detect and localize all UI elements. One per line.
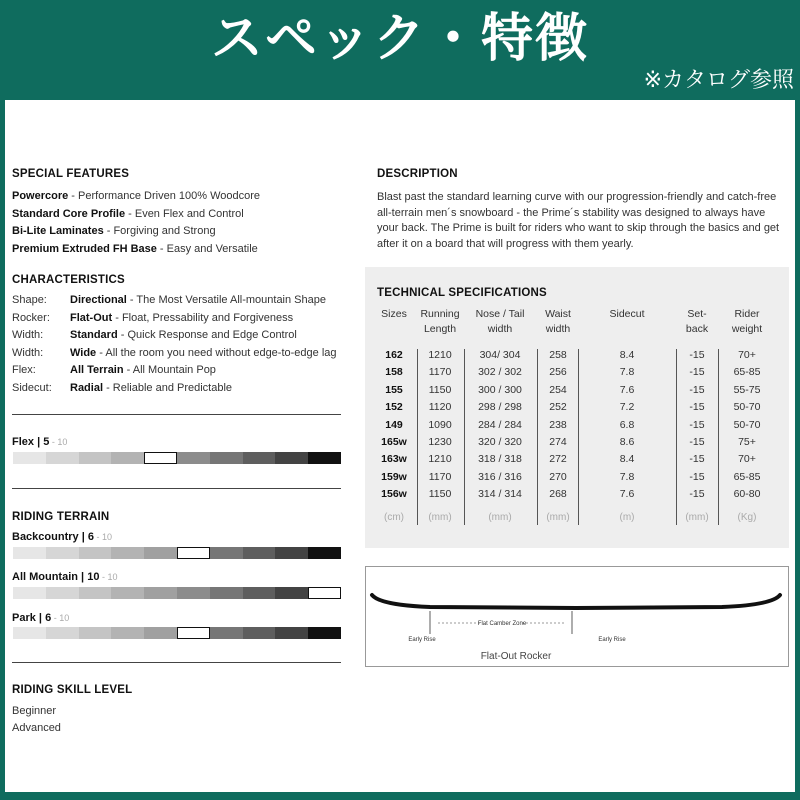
- spec-cell: 268: [549, 488, 567, 501]
- riding-skill-heading: RIDING SKILL LEVEL: [12, 684, 133, 696]
- spec-cell: 1150: [428, 383, 452, 396]
- scale-segment: [79, 547, 112, 559]
- spec-cell: -15: [689, 366, 705, 379]
- scale-segment: [210, 452, 243, 464]
- scale-segment: [13, 587, 46, 599]
- all-mountain-scale: [13, 587, 341, 599]
- spec-cell: 1170: [428, 470, 452, 483]
- column-header: Waist width: [545, 308, 571, 335]
- spec-cell: 258: [549, 349, 567, 361]
- column-header: Rider weight: [731, 308, 763, 335]
- scale-segment: [243, 452, 276, 464]
- scale-segment: [111, 452, 144, 464]
- scale-segment: [210, 547, 243, 559]
- spec-cell: -15: [689, 436, 705, 448]
- size-cell: 152: [385, 401, 403, 414]
- characteristics-heading: CHARACTERISTICS: [12, 274, 125, 286]
- spec-cell: 314 / 314: [478, 488, 522, 501]
- scale-segment: [46, 627, 79, 639]
- spec-cell: 274: [549, 436, 567, 448]
- size-cell: 162: [385, 349, 403, 361]
- spec-cell: 1150: [428, 488, 452, 501]
- column-separator: [417, 349, 418, 525]
- scale-segment: [177, 587, 210, 599]
- column-unit: (cm): [384, 512, 404, 523]
- column-separator: [537, 349, 538, 525]
- column-header: Sizes: [381, 308, 407, 320]
- spec-cell: 1210: [428, 453, 452, 466]
- scale-segment: [111, 627, 144, 639]
- column-header: Sidecut: [609, 308, 645, 320]
- spec-cell: 70+: [738, 453, 756, 466]
- section-divider: [12, 662, 341, 663]
- spec-cell: 318 / 318: [478, 453, 522, 466]
- scale-segment: [210, 627, 243, 639]
- spec-cell: 55-75: [733, 383, 761, 396]
- flex-scale: [13, 452, 341, 464]
- size-cell: 165w: [381, 436, 407, 448]
- column-header: Nose / Tail width: [475, 308, 525, 335]
- spec-cell: 50-70: [733, 401, 761, 414]
- spec-cell: 7.6: [619, 488, 635, 501]
- column-unit: (mm): [685, 512, 709, 523]
- spec-cell: -15: [689, 401, 705, 414]
- spec-cell: 272: [549, 453, 567, 466]
- size-cell: 163w: [381, 453, 407, 466]
- spec-cell: 304/ 304: [479, 349, 521, 361]
- column-separator: [578, 349, 579, 525]
- spec-cell: 252: [549, 401, 567, 414]
- description-text: Blast past the standard learning curve with our progression-friendly and catch-free all-terrain men´s snowboard - the Prime´s stability was designed to always have your back. The Prime is built for riders who want to skip through the basics and get after it on a board that will progress with them yearly.: [377, 191, 780, 250]
- spec-cell: 6.8: [619, 418, 635, 431]
- scale-segment: [13, 627, 46, 639]
- spec-cell: 60-80: [733, 488, 761, 501]
- rocker-profile-svg: [366, 567, 788, 666]
- column-header: Running Length: [420, 308, 460, 335]
- feature-item: Standard Core Profile - Even Flex and Control: [12, 207, 244, 220]
- scale-segment: [210, 587, 243, 599]
- description-heading: DESCRIPTION: [377, 168, 458, 180]
- scale-segment: [243, 627, 276, 639]
- size-cell: 156w: [381, 488, 407, 501]
- scale-segment: [177, 452, 210, 464]
- feature-item: Bi-Lite Laminates - Forgiving and Strong: [12, 225, 216, 237]
- column-unit: (mm): [488, 512, 512, 523]
- skill-level-advanced: Advanced: [12, 722, 61, 734]
- riding-terrain-heading: RIDING TERRAIN: [12, 511, 110, 523]
- spec-cell: 238: [549, 418, 567, 431]
- spec-cell: 254: [549, 383, 567, 396]
- rocker-caption: Flat-Out Rocker: [480, 651, 552, 662]
- scale-segment: [308, 587, 341, 599]
- spec-cell: -15: [689, 383, 705, 396]
- scale-segment: [308, 627, 341, 639]
- spec-cell: 284 / 284: [478, 418, 522, 431]
- scale-segment: [144, 587, 177, 599]
- technical-specifications-heading: TECHNICAL SPECIFICATIONS: [377, 287, 547, 299]
- backcountry-scale: [13, 547, 341, 559]
- early-rise-left-label: Early Rise: [408, 637, 436, 643]
- scale-segment: [177, 627, 210, 639]
- rocker-profile-diagram: [365, 566, 789, 667]
- spec-cell: 8.4: [619, 349, 635, 361]
- spec-cell: 70+: [738, 349, 756, 361]
- spec-cell: 7.8: [619, 470, 635, 483]
- special-features-heading: SPECIAL FEATURES: [12, 168, 130, 180]
- catalog-reference-note: ※カタログ参照: [643, 68, 794, 93]
- column-unit: (m): [619, 512, 635, 523]
- board-profile-line: [372, 595, 780, 608]
- scale-segment: [243, 587, 276, 599]
- technical-specifications-table: [365, 267, 789, 548]
- spec-cell: 1170: [428, 366, 452, 379]
- scale-segment: [275, 452, 308, 464]
- column-header: Set- back: [685, 308, 709, 335]
- spec-cell: 302 / 302: [478, 366, 522, 379]
- size-cell: 159w: [381, 470, 407, 483]
- scale-segment: [13, 452, 46, 464]
- section-divider: [12, 414, 341, 415]
- scale-segment: [79, 587, 112, 599]
- feature-item: Powercore - Performance Driven 100% Woodcore: [12, 190, 261, 202]
- column-separator: [718, 349, 719, 525]
- spec-cell: 298 / 298: [478, 401, 522, 414]
- spec-cell: -15: [689, 470, 705, 483]
- scale-segment: [46, 547, 79, 559]
- spec-cell: 65-85: [733, 470, 761, 483]
- scale-segment: [275, 587, 308, 599]
- scale-segment: [308, 547, 341, 559]
- scale-segment: [308, 452, 341, 464]
- spec-cell: 7.8: [619, 366, 635, 379]
- size-cell: 149: [385, 418, 403, 431]
- spec-cell: 270: [549, 470, 567, 483]
- scale-segment: [144, 627, 177, 639]
- scale-segment: [13, 547, 46, 559]
- scale-segment: [144, 547, 177, 559]
- park-scale: [13, 627, 341, 639]
- spec-content: SPECIAL FEATURES Powercore - Performance Driven 100% Woodcore Standard Core Profile - Even Flex and Control Bi-Lite Laminates - Forgiving and Strong Premium Extruded FH Base - Easy and Versatile CHARACTERISTICS Shape: Directional - The Most Versatile All-mountain Shape Rocker: Flat-Out - Float, Pressability and Forgiveness Width: Standard - Quick Response and Edge Control Width: Wide - All the room you need without edge-to-edge lag Flex: All Terrain - All Mountain Pop Sidecut: Radial - Reliable and Predictable Flex | 5 - 10 RIDING TERRAIN Backcountry | 6 - 10 All Mountain | 10 - 10 Park | 6 - 10 RIDING SKILL LEVEL Beginner Advanced DESCRIPTION Blast past the standard learning curve with our progression-friendly and catch-free all-terrain men´s snowboard - the Prime´s stability was designed to always have your back. The Prime is built for riders who want to skip through the basics and get after it on a board that will progress with them yearly. TECHNICAL SPECIFICATIONS Sizes (cm) Running Length (mm) Nose / Tail width (mm) Waist width (mm) Sidecut (m) Set- back (mm) Rider weight (Kg) 162 1210 304/ 304 258 8.4 -15 70+ 158 1170 302 / 302 256 7.8 -15 65-85 155 1150 300 / 300 254 7.6 -15 55-75 152 1120 298 / 298 252 7.2 -15 50-70 149 1090 284 / 284 238 6.8 -15 50-70 165w 1230 320 / 320 274 8.6 -15 75+ 163w 1210 318 / 318 272 8.4 -15 70+ 159w 1170 316 / 316 270 7.8 -15 65-85 156w 1150 314 / 314 268 7.6 -15 60-80 Flat Camber Zone Early Rise Early Rise Flat-Out Rocker: [5, 100, 795, 792]
- scale-segment: [111, 587, 144, 599]
- spec-cell: 316 / 316: [478, 470, 522, 483]
- spec-cell: -15: [689, 418, 705, 431]
- feature-item: Premium Extruded FH Base - Easy and Versatile: [12, 242, 258, 255]
- scale-segment: [177, 547, 210, 559]
- flat-camber-zone-label: Flat Camber Zone: [477, 621, 527, 627]
- title-banner: [0, 0, 800, 100]
- column-unit: (Kg): [737, 512, 757, 523]
- spec-cell: -15: [689, 349, 705, 361]
- park-label: Park | 6 - 10: [12, 612, 70, 624]
- spec-cell: 256: [549, 366, 567, 379]
- page-title: スペック・特徴: [210, 9, 589, 69]
- size-cell: 155: [385, 383, 403, 396]
- spec-cell: 300 / 300: [478, 383, 522, 396]
- spec-cell: 7.6: [619, 383, 635, 396]
- scale-segment: [111, 547, 144, 559]
- size-cell: 158: [385, 366, 403, 379]
- spec-cell: 50-70: [733, 418, 761, 431]
- spec-cell: 8.4: [619, 453, 635, 466]
- spec-cell: 75+: [738, 436, 756, 448]
- spec-cell: 7.2: [619, 401, 635, 414]
- all-mountain-label: All Mountain | 10 - 10: [12, 571, 118, 583]
- skill-level-beginner: Beginner: [12, 705, 57, 717]
- spec-cell: -15: [689, 488, 705, 501]
- scale-segment: [144, 452, 177, 464]
- scale-segment: [46, 452, 79, 464]
- scale-segment: [243, 547, 276, 559]
- spec-cell: 1120: [428, 401, 452, 414]
- spec-cell: 320 / 320: [478, 436, 522, 448]
- column-separator: [464, 349, 465, 525]
- section-divider: [12, 488, 341, 489]
- column-unit: (mm): [428, 512, 452, 523]
- spec-cell: 65-85: [733, 366, 761, 379]
- spec-cell: 1230: [428, 436, 452, 448]
- scale-segment: [46, 587, 79, 599]
- flex-label: Flex | 5 - 10: [12, 436, 68, 448]
- spec-cell: 1090: [428, 418, 452, 431]
- spec-cell: 1210: [428, 349, 452, 361]
- column-separator: [676, 349, 677, 525]
- spec-cell: 8.6: [619, 436, 635, 448]
- spec-cell: -15: [689, 453, 705, 466]
- scale-segment: [79, 627, 112, 639]
- early-rise-right-label: Early Rise: [598, 637, 626, 643]
- backcountry-label: Backcountry | 6 - 10: [12, 531, 112, 543]
- scale-segment: [79, 452, 112, 464]
- column-unit: (mm): [546, 512, 570, 523]
- scale-segment: [275, 627, 308, 639]
- scale-segment: [275, 547, 308, 559]
